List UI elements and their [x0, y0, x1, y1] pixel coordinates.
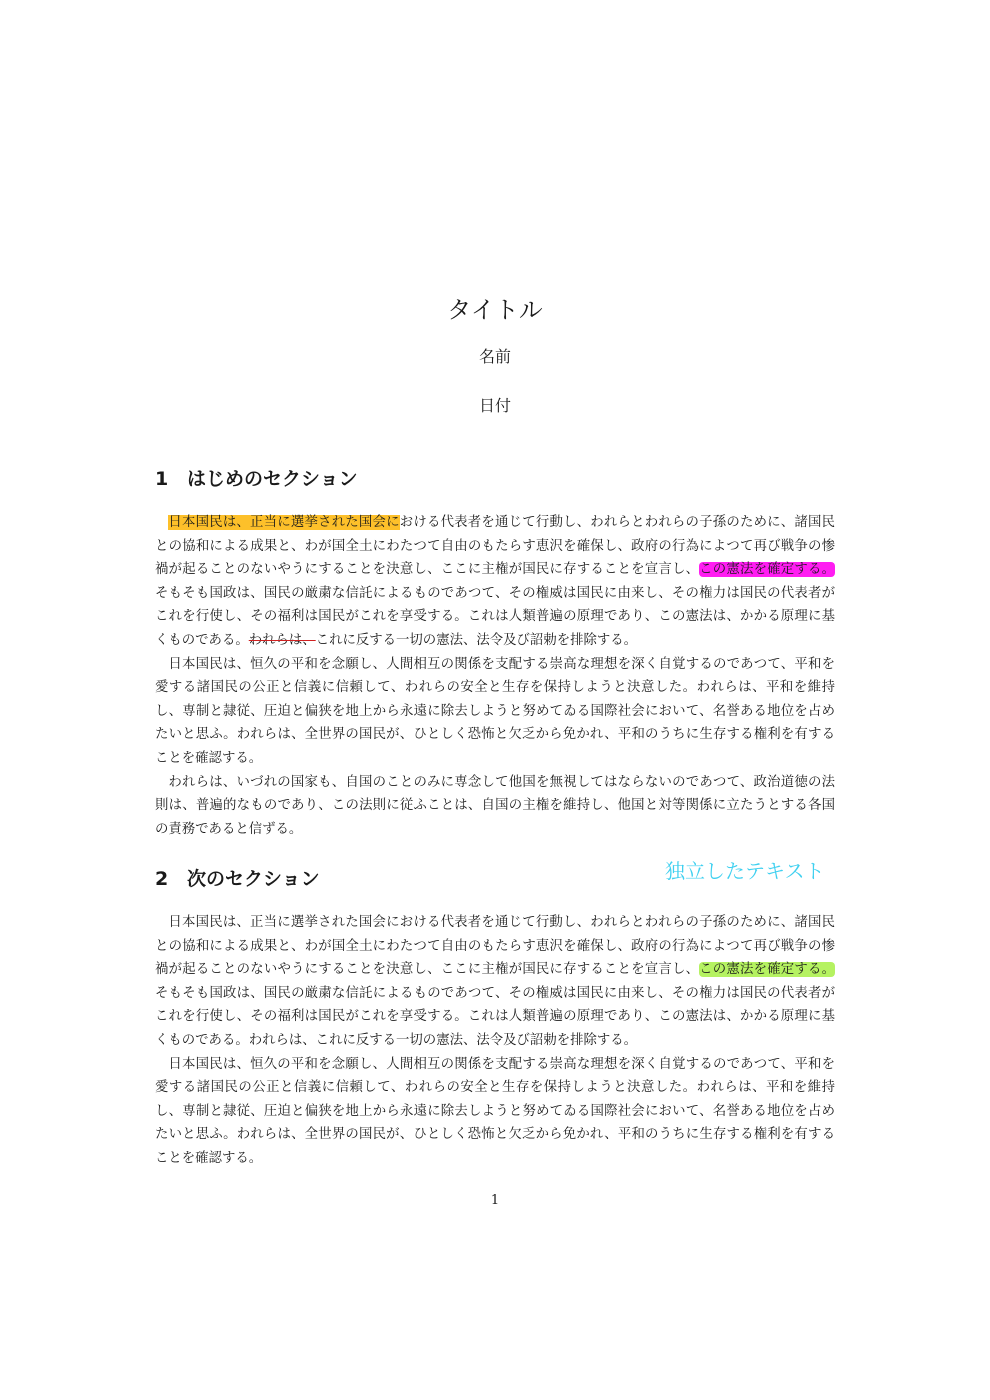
document-title: タイトル	[447, 296, 543, 324]
section-2-heading	[155, 864, 320, 891]
paragraph-text: 日本国民は、正当に選挙された国会における代表者を通じて行動し、われらとわれらの子孫のために、諸国民との協和による成果と、わが国全土にわたつて自由のもたらす恵沢を確保し、政府の行為によつて再び戦争の惨禍が起ることのないやうにすることを決意し、ここに主権が国民に存することを宣言し、	[155, 915, 835, 978]
section-number: 1	[155, 468, 169, 490]
highlight-orange: 日本国民は、正当に選挙された国会に	[168, 515, 400, 530]
section-number: 2	[155, 868, 169, 890]
paragraph: われらは、いづれの国家も、自国のことのみに専念して他国を無視してはならないのであつて、政治道徳の法則は、普遍的なものであり、この法則に従ふことは、自国の主権を維持し、他国と対等関係に立たうとする各国の責務であると信ずる。	[155, 774, 835, 837]
highlight-green: この憲法を確定する。	[699, 962, 836, 978]
paragraph-text: そもそも国政は、国民の厳粛な信託によるものであつて、その権威は国民に由来し、その権力は国民の代表者がこれを行使し、その福利は国民がこれを享受する。これは人類普遍の原理であり、この憲法は、かかる原理に基くものである。	[155, 585, 835, 648]
section-2-body	[155, 911, 835, 1171]
page-number: 1	[490, 1193, 500, 1208]
paragraph-text: おける代表者を通じて行動し、われらとわれらの子孫のために、諸国民との協和による成果と、わが国全土にわたつて自由のもたらす恵沢を確保し、政府の行為によつて再び戦争の惨禍が起ることのないやうにすることを決意し、ここに主権が国民に存することを宣言し、	[155, 515, 836, 578]
section-title: はじめのセクション	[187, 468, 358, 490]
highlight-magenta: この憲法を確定する。	[699, 562, 836, 578]
paragraph: 日本国民は、恒久の平和を念願し、人間相互の関係を支配する崇高な理想を深く自覚するのであつて、平和を愛する諸国民の公正と信義に信頼して、われらの安全と生存を保持しようと決意した。われらは、平和を維持し、専制と隷従、圧迫と偏狭を地上から永遠に除去しようと努めてゐる国際社会において、名誉ある地位を占めたいと思ふ。われらは、全世界の国民が、ひとしく恐怖と欠乏から免かれ、平和のうちに生存する権利を有することを確認する。	[155, 656, 835, 766]
section-1-heading	[155, 464, 358, 491]
paragraph-text: これに反する一切の憲法、法令及び詔勅を排除する。	[315, 632, 638, 648]
strikethrough-text: われらは、	[248, 632, 316, 648]
document-author: 名前	[478, 347, 511, 366]
section-title: 次のセクション	[187, 868, 320, 890]
floating-text: 独立したテキスト	[665, 859, 825, 883]
document-date: 日付	[478, 396, 511, 415]
paragraph-text: そもそも国政は、国民の厳粛な信託によるものであつて、その権威は国民に由来し、その権力は国民の代表者がこれを行使し、その福利は国民がこれを享受する。これは人類普遍の原理であり、この憲法は、かかる原理に基くものである。われらは、これに反する一切の憲法、法令及び詔勅を排除する。	[155, 985, 835, 1048]
paragraph: 日本国民は、恒久の平和を念願し、人間相互の関係を支配する崇高な理想を深く自覚するのであつて、平和を愛する諸国民の公正と信義に信頼して、われらの安全と生存を保持しようと決意した。われらは、平和を維持し、専制と隷従、圧迫と偏狭を地上から永遠に除去しようと努めてゐる国際社会において、名誉ある地位を占めたいと思ふ。われらは、全世界の国民が、ひとしく恐怖と欠乏から免かれ、平和のうちに生存する権利を有することを確認する。	[155, 1056, 835, 1166]
paragraph	[155, 511, 835, 653]
section-1-body	[155, 511, 835, 841]
paragraph	[155, 911, 835, 1053]
